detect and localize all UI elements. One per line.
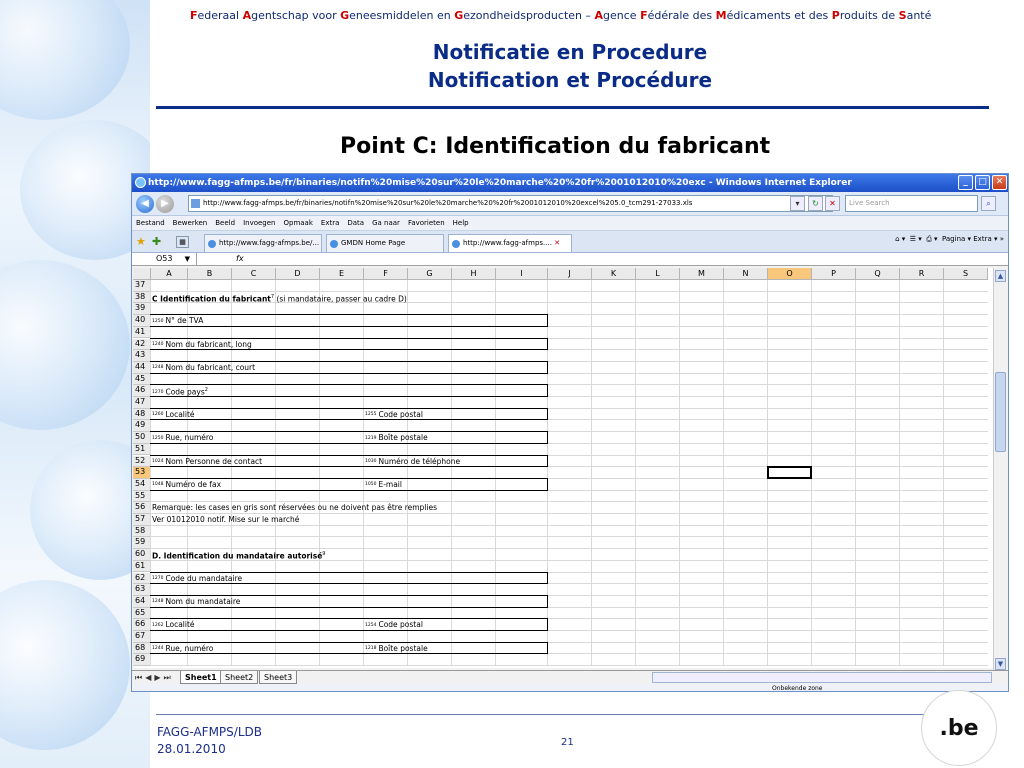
cell-label: Nom Personne de contact [165,456,263,466]
minimize-button[interactable]: _ [958,175,973,190]
address-dropdown-icon[interactable]: ▾ [790,196,805,211]
cell-label: Localité [165,409,195,419]
fx-icon: fx [236,254,244,263]
cell-label: Boîte postale [378,433,428,443]
cell-label: Rue, numéro [165,433,214,443]
field-code: 1262 [152,622,164,628]
cell-label: Nom du mandataire [165,596,241,606]
menu-item[interactable]: Bestand [136,219,165,227]
page-icon [191,199,200,208]
cell-text [152,573,242,585]
field-code: 1050 [365,482,377,488]
vertical-scrollbar[interactable] [993,268,1007,672]
agency-initial: F [640,9,648,22]
close-tab-icon[interactable]: ✕ [554,239,561,247]
row-header[interactable]: 67 [133,631,151,643]
cell-text [152,549,325,562]
sheet-nav-icons[interactable]: ⏮◀▶⏭ [135,673,174,682]
cell-label: D. Identification du mandataire autorisé [152,551,323,561]
cell-label: Code postal [378,620,423,630]
agency-initial: P [831,9,840,22]
row-header[interactable]: 63 [133,584,151,596]
field-code: 1255 [365,412,377,418]
form-border [547,642,548,655]
formula-bar [132,253,1008,266]
agency-text: gence [603,9,641,22]
agency-text: ezondheidsproducten – [463,9,595,22]
form-border [547,455,548,468]
favorites-star-icon[interactable]: ★ [136,235,146,248]
field-code: 1270 [152,390,164,396]
forward-button[interactable]: ▶ [156,195,174,213]
footer-date: 28.01.2010 [157,742,226,756]
cell-text [152,339,252,351]
menu-item[interactable]: Invoegen [243,219,276,227]
agency-text: roduits de [839,9,899,22]
agency-initial: G [340,9,350,22]
agency-initial: A [242,9,252,22]
column-header[interactable]: Q [856,268,900,280]
scroll-down-icon[interactable]: ▼ [995,658,1006,670]
cell-text [365,479,402,491]
agency-text: édérale des [647,9,716,22]
window-titlebar [132,174,1008,192]
row-header[interactable]: 60 [133,549,151,561]
row-header[interactable]: 46 [133,385,151,397]
field-code: 1260 [152,412,164,418]
slide-decoration [0,0,150,768]
row-header[interactable]: 57 [133,514,151,526]
row-header[interactable]: 66 [133,619,151,631]
gridline-vertical [899,280,900,666]
horizontal-scrollbar[interactable] [652,672,992,683]
field-code: 1030 [365,459,377,464]
agency-text: anté [906,9,932,22]
quick-tabs-icon[interactable]: ▦ [176,236,189,248]
gridline-horizontal [151,665,988,666]
cell-label: Code du mandataire [165,573,243,583]
cell-label: Code pays [165,387,205,397]
menu-item[interactable]: Bewerken [172,219,208,227]
slide-title-nl: Notificatie en Procedure [432,40,708,64]
add-favorite-icon[interactable]: ✚ [152,235,162,248]
command-bar[interactable]: ⌂ ▾ ☰ ▾ ⎙ ▾ Pagina ▾ Extra ▾ » [895,235,1004,243]
title-divider [156,106,989,109]
cell-label: E-mail [378,479,402,489]
column-header[interactable]: S [944,268,988,280]
refresh-icon[interactable]: ↻ [808,196,823,211]
cell-label: Numéro de téléphone [378,456,461,466]
column-header[interactable]: H [452,268,496,280]
cell-label: C Identification du fabricant [152,294,271,304]
row-header[interactable]: 54 [133,479,151,491]
browser-window [131,173,1009,692]
tab-3[interactable]: http://www.fagg-afmps.... ✕ [448,234,572,252]
form-border [547,314,548,327]
cell-text [152,432,213,444]
form-border [150,408,547,409]
close-button[interactable]: ✕ [992,175,1007,190]
agency-text: ederaal [197,9,243,22]
form-border [547,478,548,491]
column-header[interactable]: P [812,268,856,280]
address-bar-area [132,192,1008,216]
field-code: 1244 [152,646,164,652]
form-border [547,618,548,631]
field-code: 1240 [152,342,164,347]
menu-item[interactable]: Help [452,219,469,227]
footnote-marker: 7 [270,293,275,300]
row-header[interactable]: 44 [133,362,151,374]
address-input[interactable]: http://www.fagg-afmps.be/fr/binaries/notifn%20mise%20sur%20le%20marche%20%20fr%2001012010%20excel%205.0_tcm291-27033.xls [188,195,833,212]
row-header[interactable]: 58 [133,526,151,538]
row-header[interactable]: 45 [133,374,151,386]
maximize-button[interactable]: □ [975,175,990,190]
menu-item[interactable]: Data [347,219,365,227]
cell-text [152,502,437,513]
column-header[interactable]: R [900,268,944,280]
cell-text [365,456,460,468]
status-bar: Onbekende zone [132,684,1009,692]
field-code: 1218 [365,646,377,652]
cell-note: (si mandataire, passer au cadre D) [274,294,407,304]
cell-text [365,619,423,631]
slide-title-fr: Notification et Procédure [427,68,713,92]
tab-2[interactable]: GMDN Home Page [326,234,444,252]
gridline-vertical [723,280,724,666]
form-border [150,314,547,315]
cell-label: Rue, numéro [165,643,214,653]
agency-text: édicaments et des [726,9,832,22]
cell-text [152,362,255,374]
cell-label: N° de TVA [165,316,204,326]
gridline-vertical [679,280,680,666]
gridline-vertical [943,280,944,666]
column-header[interactable]: G [408,268,452,280]
column-header[interactable]: F [364,268,408,280]
form-border [150,419,547,420]
sheet-tab-3[interactable]: Sheet3 [259,671,297,684]
agency-initial: M [715,9,727,22]
footnote-marker: 2 [204,387,208,394]
column-header[interactable]: M [680,268,724,280]
active-cell[interactable] [767,466,812,479]
field-code: 1250 [152,435,164,441]
row-header[interactable]: 51 [133,444,151,456]
back-button[interactable]: ◀ [136,195,154,213]
stop-icon[interactable]: ✕ [825,196,840,211]
form-border [547,384,548,397]
ie-icon [135,177,146,188]
menu-item[interactable]: Favorieten [407,219,445,227]
cell-text [152,643,213,655]
field-code: 1270 [152,576,164,581]
field-code: 1248 [152,365,164,371]
search-icon[interactable]: ⌕ [981,196,996,211]
column-header[interactable]: I [496,268,548,280]
spreadsheet-grid[interactable] [133,268,993,668]
row-header[interactable]: 40 [133,315,151,327]
form-border [150,384,547,385]
agency-initial: S [898,9,907,22]
gridline-vertical [635,280,636,666]
column-header[interactable]: D [276,268,320,280]
column-header[interactable]: K [592,268,636,280]
name-box[interactable]: O53 ▼ [132,253,197,265]
menu-bar [132,216,1008,231]
cell-label: Remarque: les cases en gris sont réservées ou ne doivent pas être remplies [152,503,437,513]
agency-initial: F [190,9,198,22]
field-code: 1248 [152,599,164,605]
row-header[interactable]: 48 [133,409,151,421]
gridline-horizontal [151,536,988,537]
row-header[interactable]: 38 [133,292,151,304]
agency-initial: G [454,9,464,22]
cell-label: Ver 01012010 notif. Mise sur le marché [152,515,300,524]
row-header[interactable]: 52 [133,456,151,468]
field-code: 1219 [365,435,377,441]
footer-org: FAGG-AFMPS/LDB [157,725,262,739]
gridline-vertical [591,280,592,666]
row-header[interactable]: 55 [133,491,151,503]
agency-header [190,9,1020,22]
search-input[interactable]: Live Search [845,195,978,212]
tab-bar [132,231,1008,253]
column-header[interactable]: B [188,268,232,280]
row-header[interactable]: 65 [133,608,151,620]
form-border [547,431,548,444]
row-header[interactable]: 43 [133,350,151,362]
form-border [547,408,548,421]
row-header[interactable]: 42 [133,339,151,351]
cell-text [152,514,299,525]
form-border [547,361,548,374]
cell-label: Nom du fabricant, court [165,362,256,372]
agency-text: gentschap voor [251,9,341,22]
row-header[interactable]: 47 [133,397,151,409]
column-header[interactable]: A [151,268,188,280]
row-header[interactable]: 64 [133,596,151,608]
field-code: 1048 [152,482,164,488]
chevron-down-icon[interactable]: ▼ [184,255,190,263]
cell-label: Nom du fabricant, long [165,339,252,349]
row-header[interactable]: 53 [133,467,151,479]
row-header[interactable]: 69 [133,654,151,666]
page-number: 21 [561,737,574,748]
cell-label: Code postal [378,409,423,419]
gridline-vertical [855,280,856,666]
column-header[interactable]: J [548,268,592,280]
menu-item[interactable]: Ga naar [372,219,400,227]
menu-item[interactable]: Opmaak [283,219,313,227]
cell-text [365,432,428,444]
row-header[interactable]: 68 [133,643,151,655]
column-header[interactable]: N [724,268,768,280]
footer-divider [156,714,946,715]
cell-text [152,292,407,305]
field-code: 1024 [152,459,164,464]
footnote-marker: 9 [322,551,326,558]
row-header[interactable]: 61 [133,561,151,573]
field-code: 1254 [365,622,377,628]
cell-text [152,479,221,491]
cell-text [365,643,428,655]
row-header[interactable]: 62 [133,573,151,585]
row-header[interactable]: 50 [133,432,151,444]
scroll-thumb[interactable] [995,372,1006,452]
menu-item[interactable]: Beeld [215,219,236,227]
agency-text: eneesmiddelen en [349,9,455,22]
column-header[interactable]: E [320,268,364,280]
form-border [150,630,547,631]
field-code: 1250 [152,318,164,324]
cell-text [152,409,195,421]
cell-text [365,409,423,421]
column-header[interactable]: C [232,268,276,280]
form-border [150,326,547,327]
column-header[interactable]: L [636,268,680,280]
cell-text [152,456,262,468]
cell-text [152,385,208,398]
menu-item[interactable]: Extra [320,219,340,227]
form-border [547,338,548,351]
window-title: http://www.fagg-afmps.be/fr/binaries/notifn%20mise%20sur%20le%20marche%20%20fr%2001012010%20exc - Windows Internet Explorer [148,178,852,188]
cell-text [152,596,240,608]
tab-1[interactable]: http://www.fagg-afmps.be/... [204,234,322,252]
row-header[interactable]: 41 [133,327,151,339]
select-all-corner[interactable] [133,268,151,280]
form-border [547,572,548,585]
slide-subtitle: Point C: Identification du fabricant [340,134,771,159]
row-header[interactable]: 56 [133,502,151,514]
form-border [150,396,547,397]
cell-text [152,619,195,631]
row-header[interactable]: 59 [133,537,151,549]
row-header[interactable]: 49 [133,420,151,432]
cell-text [152,315,203,327]
row-header[interactable]: 39 [133,303,151,315]
cell-label: Boîte postale [378,643,428,653]
be-logo: .be [921,690,997,766]
form-border [547,595,548,608]
scroll-up-icon[interactable]: ▲ [995,270,1006,282]
sheet-tab-1[interactable]: Sheet1 [180,671,222,684]
cell-label: Localité [165,620,195,630]
form-border [150,618,547,619]
column-header[interactable]: O [768,268,812,280]
cell-label: Numéro de fax [165,479,222,489]
sheet-tabs-bar [132,670,1009,684]
sheet-tab-2[interactable]: Sheet2 [220,671,258,684]
row-header[interactable]: 37 [133,280,151,292]
agency-initial: A [594,9,604,22]
